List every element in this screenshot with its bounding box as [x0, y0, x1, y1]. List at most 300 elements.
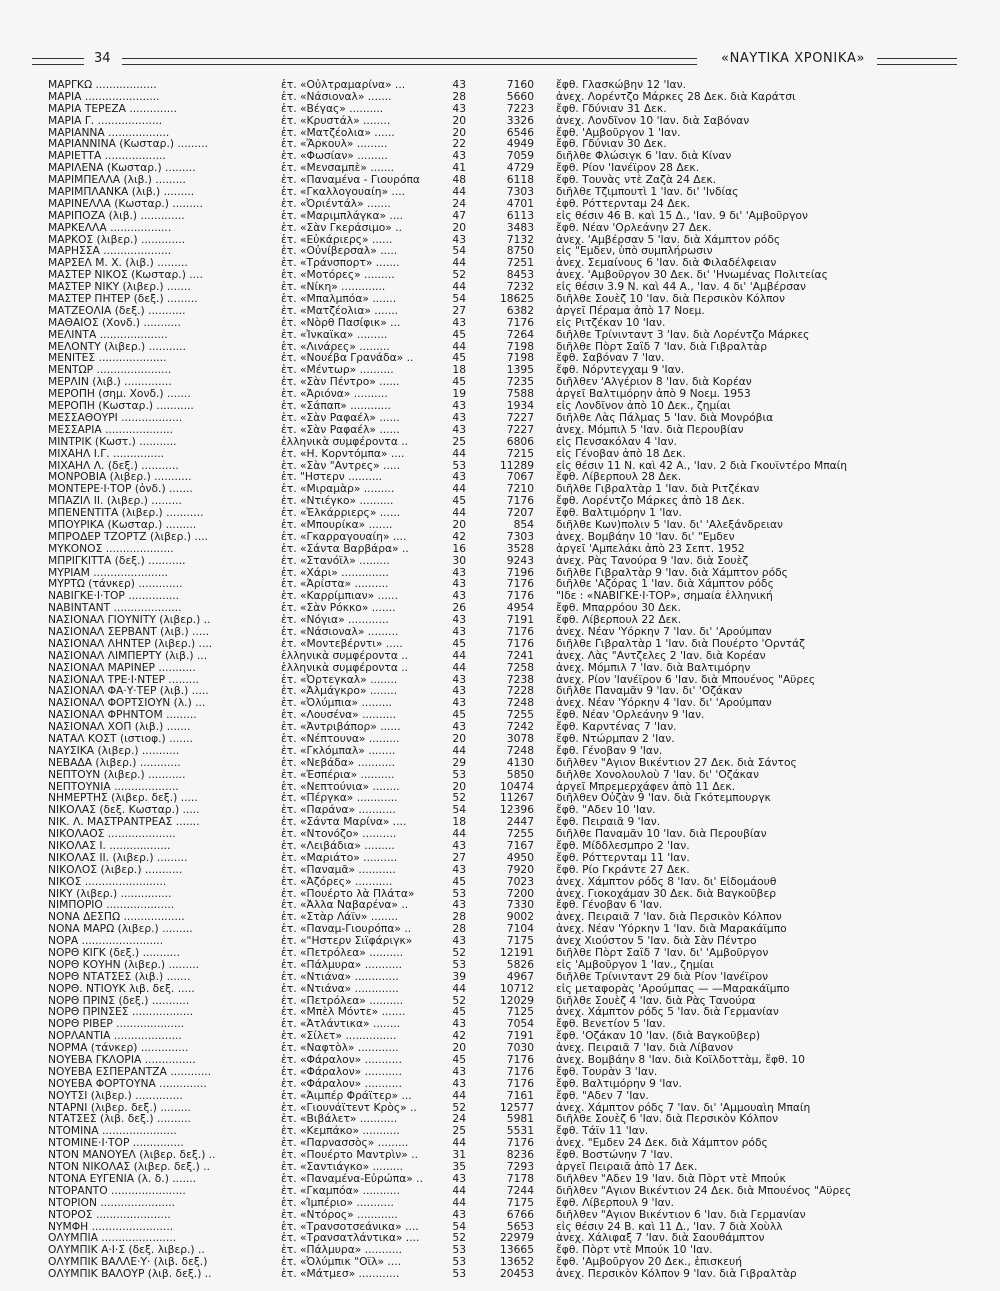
table-row — [48, 1137, 963, 1149]
ship-name: ΜΕΣΣΑΘΟΥΡΙ .................. — [48, 411, 183, 424]
table-row — [48, 257, 963, 269]
ship-name: ΜΑΡΙΕΤΤΑ .................. — [48, 150, 166, 163]
tonnage-code: 52 — [452, 994, 466, 1007]
flag-owner: ἑτ. «Μενσαμπὲ» ....... — [281, 162, 395, 175]
flag-owner: ἑτ. «Πουέρτο λὰ Πλάτα» — [281, 887, 415, 900]
tonnage-code: 43 — [452, 899, 466, 912]
table-row — [48, 150, 963, 162]
gross-tonnage: 7176 — [506, 1077, 534, 1090]
table-row — [48, 745, 963, 757]
table-row — [48, 507, 963, 519]
tonnage-code: 53 — [452, 768, 466, 781]
ship-name: ΜΑΣΤΕΡ ΝΙΚΟΣ (Κωσταρ.) .... — [48, 269, 203, 282]
table-row — [48, 876, 963, 888]
ship-name: ΝΕΒΑΔΑ (λιβερ.) ............ — [48, 756, 181, 769]
gross-tonnage: 11267 — [500, 792, 534, 805]
status-report: ἀνεχ. Νέαν 'Υόρκην 7 'Ιαν. δι' 'Αρούμπαν — [556, 625, 772, 638]
header-rule-right — [877, 58, 957, 65]
table-row — [48, 1006, 963, 1018]
gross-tonnage: 7210 — [506, 483, 534, 496]
flag-owner: ἑτ. «Ἰμπέριο» ........... — [281, 1196, 394, 1209]
gross-tonnage: 7241 — [506, 649, 534, 662]
table-row — [48, 888, 963, 900]
flag-owner: ἑτ. «Πέργκα» ............ — [281, 792, 398, 805]
gross-tonnage: 13665 — [500, 1244, 534, 1257]
ship-name: ΜΕΡΟΠΗ (Κωσταρ.) ........... — [48, 400, 194, 412]
table-row — [48, 602, 963, 614]
ship-name: ΜΙΧΑΗΛ Λ. (δεξ.) ........... — [48, 459, 179, 472]
gross-tonnage: 4130 — [506, 756, 534, 769]
gross-tonnage: 7244 — [506, 1184, 534, 1197]
flag-owner: ἑτ. «Νεπτούνια» ........ — [281, 780, 400, 793]
gross-tonnage: 6766 — [506, 1208, 534, 1221]
table-row — [48, 555, 963, 567]
tonnage-code: 43 — [452, 411, 466, 424]
table-row — [48, 1232, 963, 1244]
status-report: διῆλθε Πὸρτ Σαΐδ 7 'Ιαν. διὰ Γιβραλτὰρ — [556, 340, 768, 353]
table-row — [48, 911, 963, 923]
tonnage-code: 20 — [452, 732, 466, 745]
gross-tonnage: 7293 — [506, 1161, 534, 1173]
magazine-title: «ΝΑΥΤΙΚΑ ΧΡΟΝΙΚΑ» — [721, 51, 865, 66]
gross-tonnage: 7228 — [506, 685, 534, 698]
ship-name: ΝΟΥΕΒΑ ΓΚΛΟΡΙΑ ............... — [48, 1054, 196, 1066]
ship-name: ΝΟΡΘ ΠΡΙΝΣΕΣ .................. — [48, 1006, 194, 1019]
status-report: διῆλθεν "Αγιον Βικέντιον 6 'Ιαν. διὰ Γερμανίαν — [556, 1208, 806, 1221]
tonnage-code: 53 — [452, 459, 466, 472]
flag-owner: ἑτ. «Νὸρθ Πασίφικ» ... — [281, 316, 401, 329]
ship-name: ΟΛΥΜΠΙΚ ΒΑΛΟΥΡ (λιβ. δεξ.) .. — [48, 1268, 212, 1280]
ship-name: ΝΟΡΘ ΠΡΙΝΣ (δεξ.) ........... — [48, 994, 190, 1007]
gross-tonnage: 7176 — [506, 578, 534, 591]
table-row — [48, 638, 963, 650]
flag-owner: ἑτ. «Ματζέολια» ...... — [281, 126, 395, 139]
ship-name: ΝΤΟΝ ΝΙΚΟΛΑΣ (λιβερ. δεξ.) .. — [48, 1161, 210, 1173]
gross-tonnage: 7161 — [506, 1089, 534, 1102]
ship-name: ΜΠΟΥΡΙΚΑ (Κωσταρ.) ......... — [48, 518, 197, 531]
gross-tonnage: 7303 — [506, 530, 534, 543]
status-report: διῆλθε Σουὲζ 4 'Ιαν. διὰ Ρὰς Τανούρα — [556, 994, 756, 1007]
tonnage-code: 43 — [452, 1172, 466, 1185]
table-row — [48, 269, 963, 281]
tonnage-code: 28 — [452, 911, 466, 924]
flag-owner: ἑτ. «Σάπαπ» ............ — [281, 400, 391, 412]
flag-owner: ἑτ. «Κρυστάλ» ........ — [281, 114, 391, 127]
table-row — [48, 864, 963, 876]
gross-tonnage: 12029 — [500, 994, 534, 1007]
gross-tonnage: 7303 — [506, 186, 534, 198]
flag-owner: ἑτ. «Σὰν Ρόκκο» ....... — [281, 602, 396, 615]
table-row — [48, 1042, 963, 1054]
table-row — [48, 79, 963, 91]
status-report: διῆλθε Κων)πολιν 5 'Ιαν. δι' 'Αλεξάνδρειαν — [556, 518, 783, 531]
tonnage-code: 45 — [452, 495, 466, 508]
status-report: διῆλθεν "Αγιον Βικέντιον 27 Δεκ. διὰ Σάντος — [556, 756, 797, 769]
gross-tonnage: 6806 — [506, 435, 534, 448]
gross-tonnage: 3528 — [506, 542, 534, 555]
header-rule-middle — [122, 58, 697, 65]
table-row — [48, 198, 963, 210]
table-row — [48, 626, 963, 638]
gross-tonnage: 9243 — [506, 554, 534, 567]
table-row — [48, 103, 963, 115]
ship-name: ΟΛΥΜΠΙΚ Α·Ι·Σ (δεξ. λιβερ.) .. — [48, 1244, 205, 1257]
tonnage-code: 31 — [452, 1149, 466, 1162]
status-report: ἀνεχ Χιούστον 5 'Ιαν. διὰ Σὰν Πέντρο — [556, 935, 757, 948]
ship-movements-list — [48, 79, 963, 1280]
table-row — [48, 757, 963, 769]
status-report: ἔφθ. Λορέντζο Μάρκες ἀπὸ 18 Δεκ. — [556, 495, 745, 508]
flag-owner: ἑτ. «Παναμένα-Εὐρώπα» .. — [281, 1172, 423, 1185]
ship-name: ΜΑΡΙΜΠΕΛΛΑ (λιβ.) ......... — [48, 174, 186, 187]
ship-name: ΝΟΡΘ ΚΙΓΚ (δεξ.) ........... — [48, 947, 180, 959]
status-report: διῆλθεν "Αδεν 19 'Ιαν. διὰ Πὸρτ ντὲ Μπούκ — [556, 1172, 786, 1185]
flag-owner: ἑτ. «Πετρόλεα» .......... — [281, 994, 404, 1007]
gross-tonnage: 7215 — [506, 447, 534, 460]
status-report: διῆλθεν 'Αλγέριον 8 'Ιαν. διὰ Κορέαν — [556, 376, 752, 389]
ship-name: ΜΟΝΡΟΒΙΑ (λιβερ.) ........... — [48, 471, 192, 484]
tonnage-code: 43 — [452, 1018, 466, 1031]
table-row — [48, 412, 963, 424]
status-report: ἀνεχ. Χάλιφαξ 7 'Ιαν. διὰ Σαουθάμπτον — [556, 1232, 765, 1245]
table-row — [48, 352, 963, 364]
page-number: 34 — [94, 51, 111, 66]
flag-owner: ἑτ. «Γκαμπόα» ........... — [281, 1184, 400, 1197]
ship-name: ΜΑΣΤΕΡ ΠΗΤΕΡ (δεξ.) ......... — [48, 293, 198, 305]
ship-name: ΝΤΑΤΣΕΣ (λιβ. δεξ.) .......... — [48, 1113, 191, 1126]
gross-tonnage: 12396 — [500, 804, 534, 817]
status-report: ἔφθ. Τάϊν 11 'Ιαν. — [556, 1125, 649, 1138]
ship-name: ΝΑΣΙΟΝΑΛ ΤΡΕ·Ι·ΝΤΕΡ ......... — [48, 673, 200, 686]
tonnage-code: 54 — [452, 1220, 466, 1233]
gross-tonnage: 7248 — [506, 744, 534, 757]
flag-owner: ἑτ. «Ἀλλα Ναβαρένα» .. — [281, 899, 409, 912]
status-report: ἔφθ. Ρίο Γκράντε 27 Δεκ. — [556, 863, 690, 876]
flag-owner: ἑτ. «Νουέβα Γρανάδα» .. — [281, 352, 414, 365]
flag-owner: ἑτ. «Σίλετ» ............... — [281, 1030, 397, 1043]
ship-name: ΜΠΕΝΕΝΤΙΤΑ (λιβερ.) ........... — [48, 507, 204, 519]
status-report: ἀνεχ. Πειραιᾶ 7 'Ιαν. διὰ Λίβανον — [556, 1042, 734, 1055]
table-row — [48, 174, 963, 186]
tonnage-code: 20 — [452, 126, 466, 139]
tonnage-code: 29 — [452, 756, 466, 769]
table-row — [48, 210, 963, 222]
table-row — [48, 1018, 963, 1030]
ship-name: ΝΗΜΕΡΤΗΣ (λιβερ. δεξ.) ..... — [48, 792, 198, 805]
status-report: ἔφθ. Ρίον 'Ιανέϊρον 28 Δεκ. — [556, 162, 700, 175]
ship-name: ΜΑΤΖΕΟΛΙΑ (δεξ.) ........... — [48, 304, 186, 317]
flag-owner: ἑτ. «Ὀρτεγκαλ» ........ — [281, 673, 398, 686]
status-report: "Ιδε : «ΝΑΒΙΓΚΕ·Ι·ΤΟΡ», σημαία ἑλληνική — [556, 590, 773, 603]
gross-tonnage: 5653 — [506, 1220, 534, 1233]
flag-owner: ἑτ. «Φάραλον» ........... — [281, 1054, 402, 1066]
tonnage-code: 45 — [452, 637, 466, 650]
status-report: ἀνεχ. Μόμπιλ 5 'Ιαν. διὰ Περουβίαν — [556, 423, 744, 436]
flag-owner: ἑτ. «Παρνασσὸς» ......... — [281, 1137, 409, 1150]
gross-tonnage: 3078 — [506, 732, 534, 745]
ship-name: ΝΙΚΟΛΑΣ ΙΙ. (λιβερ.) ......... — [48, 851, 188, 864]
tonnage-code: 43 — [452, 590, 466, 603]
table-row — [48, 1030, 963, 1042]
ship-name: ΝΟΡΘ ΡΙΒΕΡ .................... — [48, 1018, 185, 1031]
ship-name: ΝΙΚΟΣ ........................ — [48, 875, 167, 888]
tonnage-code: 53 — [452, 1244, 466, 1257]
status-report: ἀργεῖ 'Αμπελάκι ἀπὸ 23 Σεπτ. 1952 — [556, 542, 745, 555]
flag-owner: ἑτ. «Μαριάτο» .......... — [281, 851, 398, 864]
status-report: διῆλθε Τρίνινταντ 29 διὰ Ρίον 'Ιανέϊρον — [556, 970, 769, 983]
ship-name: ΝΟΥΕΒΑ ΦΟΡΤΟΥΝΑ .............. — [48, 1077, 207, 1090]
status-report: εἰς θέσιν 11 Ν. καὶ 42 Α., 'Ιαν. 2 διὰ Γκουϊντέρο Μπαίη — [556, 459, 848, 472]
flag-owner: ἑτ. «Ἑλκάρριερς» ...... — [281, 507, 401, 519]
status-report: ἔφθ. Βαλτιμόρην 9 'Ιαν. — [556, 1077, 682, 1090]
flag-owner: ἑτ. «Πάλμυρα» ........... — [281, 1244, 403, 1257]
tonnage-code: 39 — [452, 970, 466, 983]
tonnage-code: 44 — [452, 257, 466, 270]
flag-owner: ἑτ. «Νίκη» ............. — [281, 281, 386, 294]
gross-tonnage: 4701 — [506, 197, 534, 210]
flag-owner: ἑτ. «Νάσιοναλ» ......... — [281, 625, 399, 638]
gross-tonnage: 7176 — [506, 590, 534, 603]
gross-tonnage: 7125 — [506, 1006, 534, 1019]
ship-name: ΝΕΠΤΟΥΝΙΑ ................... — [48, 780, 179, 793]
gross-tonnage: 9002 — [506, 911, 534, 924]
status-report: διῆλθε Σουὲζ 10 'Ιαν. διὰ Περσικὸν Κόλπον — [556, 293, 785, 305]
flag-owner: ἑτ. «Φάραλον» ........... — [281, 1077, 402, 1090]
tonnage-code: 53 — [452, 1268, 466, 1280]
gross-tonnage: 7227 — [506, 411, 534, 424]
flag-owner: ἑτ. «Ἀιμπέρ Φράϊτερ» ... — [281, 1089, 412, 1102]
flag-owner: ἑτ. «Πάλμυρα» ........... — [281, 958, 403, 971]
tonnage-code: 43 — [452, 625, 466, 638]
ship-name: ΝΤΟΡΙΟΝ ...................... — [48, 1196, 176, 1209]
table-row — [48, 91, 963, 103]
table-row — [48, 1221, 963, 1233]
tonnage-code: 44 — [452, 507, 466, 519]
flag-owner: ἑτ. «Νέπτουνα» ......... — [281, 732, 400, 745]
gross-tonnage: 10474 — [500, 780, 534, 793]
gross-tonnage: 7059 — [506, 150, 534, 163]
tonnage-code: 43 — [452, 423, 466, 436]
flag-owner: ἑτ. «Ὀλύμπικ "Οϊλ» .... — [281, 1256, 401, 1269]
ship-name: ΝΟΝΑ ΔΕΣΠΩ .................. — [48, 911, 185, 924]
table-row — [48, 543, 963, 555]
ship-name: ΝΤΟΡΟΣ ...................... — [48, 1208, 171, 1221]
tonnage-code: 53 — [452, 887, 466, 900]
flag-owner: ἑλληνικὰ συμφέροντα .. — [281, 661, 409, 674]
status-report: ἔφθ. 'Αμβοῦργον 20 Δεκ., ἐπισκευή — [556, 1256, 742, 1269]
table-row — [48, 923, 963, 935]
gross-tonnage: 7248 — [506, 697, 534, 710]
status-report: εἰς "Εμδεν, ὑπὸ συμπλήρωσιν — [556, 245, 713, 258]
gross-tonnage: 7030 — [506, 1042, 534, 1055]
table-row — [48, 995, 963, 1007]
ship-name: ΜΑΡΙΑΝΝΑ .................. — [48, 126, 170, 139]
table-row — [48, 483, 963, 495]
gross-tonnage: 5981 — [506, 1113, 534, 1126]
tonnage-code: 20 — [452, 114, 466, 127]
flag-owner: ἑτ. «Σάντα Μαρίνα» .... — [281, 816, 407, 829]
ship-name: ΝΟΡΛΑΝΤΙΑ .................... — [48, 1030, 182, 1043]
ship-name: ΜΑΡΙΛΕΝΑ (Κωσταρ.) ......... — [48, 162, 196, 175]
gross-tonnage: 7104 — [506, 923, 534, 936]
table-row — [48, 1078, 963, 1090]
gross-tonnage: 7196 — [506, 566, 534, 579]
table-row — [48, 1161, 963, 1173]
status-report: ἔφθ. Βαλτιμόρην 1 'Ιαν. — [556, 507, 682, 519]
flag-owner: ἑτ. «Σὰν "Αντρες» ..... — [281, 459, 401, 472]
status-report: εἰς θέσιν 3.9 Ν. καὶ 44 Α., 'Ιαν. 4 δι' 'Αμβέρσαν — [556, 281, 806, 294]
tonnage-code: 30 — [452, 554, 466, 567]
flag-owner: ἑτ. «Ἀλμάγκρο» ........ — [281, 685, 398, 698]
tonnage-code: 54 — [452, 293, 466, 305]
ship-name: ΝΥΜΦΗ ........................ — [48, 1220, 174, 1233]
status-report: ἔφθ. Γένοβαν 9 'Ιαν. — [556, 744, 663, 757]
tonnage-code: 18 — [452, 364, 466, 377]
table-row — [48, 1209, 963, 1221]
flag-owner: ἑτ. «Βέγας» .......... — [281, 102, 384, 115]
flag-owner: ἑτ. «Στὰρ Λάϊν» ........ — [281, 911, 399, 924]
gross-tonnage: 7167 — [506, 840, 534, 852]
status-report: ἀνεχ. Χάμπτον ρόδς 8 'Ιαν. δι' Εἰδομάουθ — [556, 875, 777, 888]
ship-name: ΜΑΡΗΣΣΑ .................... — [48, 245, 172, 258]
ship-name: ΝΑΣΙΟΝΑΛ ΧΟΠ (λιβ.) ....... — [48, 721, 191, 733]
tonnage-code: 52 — [452, 947, 466, 959]
tonnage-code: 20 — [452, 780, 466, 793]
flag-owner: ἑτ. «Ματζέολια» ....... — [281, 304, 399, 317]
tonnage-code: 20 — [452, 518, 466, 531]
tonnage-code: 43 — [452, 863, 466, 876]
ship-name: ΟΛΥΜΠΙΚ ΒΑΛΛΕ·Υ· (λιβ. δεξ.) — [48, 1256, 208, 1269]
table-row — [48, 1149, 963, 1161]
status-report: ἔφθ. Νέαν 'Ορλεάνην 27 Δεκ. — [556, 221, 712, 234]
flag-owner: ἑτ. «Μιραμὰρ» ......... — [281, 483, 395, 496]
tonnage-code: 24 — [452, 197, 466, 210]
ship-name: ΝΤΟΝΑ ΕΥΓΕΝΙΑ (λ. δ.) ....... — [48, 1172, 197, 1185]
flag-owner: ἑτ. «Παναμᾶ» ........... — [281, 863, 396, 876]
tonnage-code: 44 — [452, 1196, 466, 1209]
status-report: ἀνεχ. Μόμπιλ 7 'Ιαν. διὰ Βαλτιμόρην — [556, 661, 751, 674]
gross-tonnage: 7235 — [506, 376, 534, 389]
gross-tonnage: 7160 — [506, 79, 534, 91]
status-report: διῆλθε Γιβραλτὰρ 9 'Ιαν. διὰ Χάμπτον ρόδς — [556, 566, 788, 579]
tonnage-code: 25 — [452, 435, 466, 448]
status-report: διῆλθεν "Αγιον Βικέντιον 24 Δεκ. διὰ Μπουένος "Αϋρες — [556, 1184, 852, 1197]
status-report: διῆλθε Πὸρτ Σαΐδ 7 'Ιαν. δι' 'Αμβοῦργον — [556, 947, 769, 959]
flag-owner: ἑτ. «Παναμ-Γιουρόπα» .. — [281, 923, 412, 936]
ship-name: ΜΑΡΣΕΛ Μ. Χ. (λιβ.) ......... — [48, 257, 188, 270]
gross-tonnage: 2447 — [506, 816, 534, 829]
status-report: ἀργεῖ Πειραιᾶ ἀπὸ 17 Δεκ. — [556, 1161, 698, 1173]
ship-name: ΝΟΝΑ ΜΑΡΩ (λιβερ.) ......... — [48, 923, 193, 936]
gross-tonnage: 22979 — [500, 1232, 534, 1245]
tonnage-code: 27 — [452, 851, 466, 864]
status-report: ἔφθ. Καρντένας 7 'Ιαν. — [556, 721, 677, 733]
table-row — [48, 376, 963, 388]
gross-tonnage: 7176 — [506, 1054, 534, 1066]
ship-name: ΜΠΡΙΓΚΙΤΤΑ (δεξ.) ........... — [48, 554, 186, 567]
status-report: εἰς Λονδῖνον ἀπὸ 10 Δεκ., ζημίαι — [556, 400, 731, 412]
ship-name: ΜΑΡΙΑ ΤΕΡΕΖΑ .............. — [48, 102, 177, 115]
gross-tonnage: 8750 — [506, 245, 534, 258]
tonnage-code: 44 — [452, 447, 466, 460]
gross-tonnage: 5660 — [506, 90, 534, 103]
gross-tonnage: 1934 — [506, 400, 534, 412]
status-report: ἀνεχ. Νέαν 'Υόρκην 1 'Ιαν. διὰ Μαρακάϊμπο — [556, 923, 787, 936]
status-report: ἔφθ. Βενετίον 5 'Ιαν. — [556, 1018, 666, 1031]
status-report: διῆλθε Τζιμπουτὶ 1 'Ιαν. δι' 'Ινδίας — [556, 186, 739, 198]
flag-owner: ἑτ. «Μάτμεσ» ............ — [281, 1268, 400, 1280]
ship-name: ΟΛΥΜΠΙΑ ...................... — [48, 1232, 177, 1245]
flag-owner: ἑτ. «Πουέρτο Μαντρὶν» .. — [281, 1149, 419, 1162]
flag-owner: ἑτ. «Ἀντριβάπορ» ...... — [281, 721, 401, 733]
ship-name: ΜΕΛΟΝΤΥ (λιβερ.) ........... — [48, 340, 186, 353]
ship-name: ΝΟΡΜΑ (τάνκερ) .............. — [48, 1042, 189, 1055]
status-report: ἔφθ. Γδύνιαν 30 Δεκ. — [556, 138, 667, 151]
ship-name: ΜΑΡΚΟΣ (λιβερ.) ............. — [48, 233, 186, 246]
flag-owner: ἑτ. «Παράνα» ........... — [281, 804, 396, 817]
ship-name: ΝΤΑΡΝΙ (λιβερ. δεξ.) ......... — [48, 1101, 191, 1114]
ship-name: ΜΑΡΙΑ ...................... — [48, 90, 160, 103]
flag-owner: ἑτ. «Ἰνκαϊκα» ......... — [281, 328, 388, 341]
flag-owner: ἑτ. «Φωσίαν» ......... — [281, 150, 388, 163]
table-row — [48, 1090, 963, 1102]
flag-owner: ἑτ. «Ντιέγκο» .......... — [281, 495, 394, 508]
tonnage-code: 44 — [452, 1137, 466, 1150]
gross-tonnage: 7255 — [506, 828, 534, 841]
tonnage-code: 43 — [452, 840, 466, 852]
table-row — [48, 662, 963, 674]
flag-owner: ἑτ. «Ναφτὸλ» ............ — [281, 1042, 399, 1055]
gross-tonnage: 5850 — [506, 768, 534, 781]
status-report: διῆλθε Τρίνινταντ 3 'Ιαν. διὰ Λορέντζο Μάρκες — [556, 328, 810, 341]
tonnage-code: 43 — [452, 1077, 466, 1090]
table-row — [48, 436, 963, 448]
table-row — [48, 1125, 963, 1137]
status-report: ἀνεχ. 'Αμβέρσαν 5 'Ιαν. διὰ Χάμπτον ρόδς — [556, 233, 781, 246]
table-row — [48, 721, 963, 733]
table-row — [48, 567, 963, 579]
ship-name: ΜΑΣΤΕΡ ΝΙΚΥ (λιβερ.) ....... — [48, 281, 191, 294]
tonnage-code: 43 — [452, 697, 466, 710]
flag-owner: ἑτ. «Βιβάλετ» ........... — [281, 1113, 398, 1126]
flag-owner: ἑτ. «Γκαλλογουαίη» .... — [281, 186, 406, 198]
ship-name: ΝΑΣΙΟΝΑΛ ΦΑ·Υ·ΤΕΡ (λιβ.) ..... — [48, 685, 209, 698]
gross-tonnage: 7023 — [506, 875, 534, 888]
tonnage-code: 48 — [452, 174, 466, 187]
status-report: ἀνεχ. Λὰς "Αντζελες 2 'Ιαν. διὰ Κορέαν — [556, 649, 766, 662]
ship-name: ΜΙΧΑΗΛ Ι.Γ. ............... — [48, 447, 165, 460]
tonnage-code: 44 — [452, 1089, 466, 1102]
status-report: διῆλθε 'Αζόρας 1 'Ιαν. διὰ Χάμπτον ρόδς — [556, 578, 774, 591]
gross-tonnage: 7238 — [506, 673, 534, 686]
status-report: ἀνεχ. Χάμπτον ρόδς 7 'Ιαν. δι' 'Αμμουαὶη Μπαίη — [556, 1101, 811, 1114]
tonnage-code: 35 — [452, 1161, 466, 1173]
table-row — [48, 1054, 963, 1066]
table-row — [48, 1244, 963, 1256]
status-report: ἀνεχ. Ρίον 'Ιανέϊρον 6 'Ιαν. διὰ Μπουένος "Αϋρες — [556, 673, 816, 686]
status-report: ἔφθ. Νέαν 'Ορλεάνην 9 'Ιαν. — [556, 709, 705, 722]
status-report: ἔφθ. Πὸρτ ντὲ Μπούκ 10 'Ιαν. — [556, 1244, 713, 1257]
ship-name: ΜΑΡΙΝΕΛΛΑ (Κωσταρ.) ......... — [48, 197, 203, 210]
status-report: εἰς 'Αμβοῦργον 1 'Ιαν., ζημίαι — [556, 958, 714, 971]
tonnage-code: 43 — [452, 316, 466, 329]
flag-owner: ἑτ. «Μπαλμπόα» ....... — [281, 293, 397, 305]
flag-owner: ἑτ. «Σὰν Γκεράσιμο» .. — [281, 221, 403, 234]
flag-owner: ἑτ. «Γκλόμπαλ» ........ — [281, 744, 396, 757]
gross-tonnage: 7198 — [506, 352, 534, 365]
ship-name: ΜΕΝΤΩΡ ...................... — [48, 364, 172, 377]
tonnage-code: 43 — [452, 721, 466, 733]
